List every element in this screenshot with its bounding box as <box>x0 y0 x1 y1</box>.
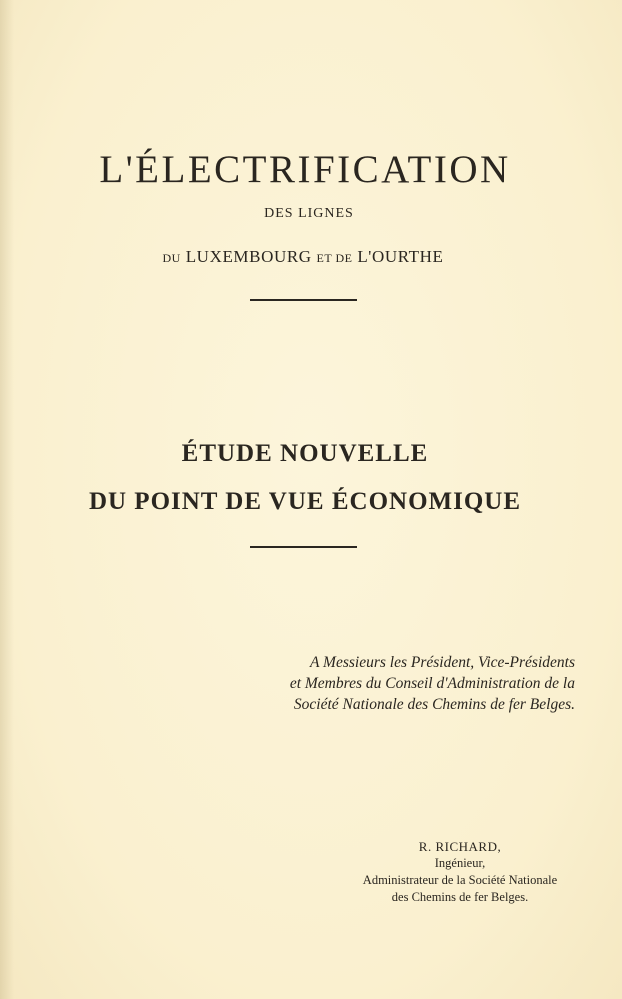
subtitle-prefix: DU <box>162 251 181 265</box>
heading-line-1: ÉTUDE NOUVELLE <box>181 440 429 467</box>
heading-line-2: DU POINT DE VUE ÉCONOMIQUE <box>88 488 522 515</box>
divider-rule-bottom <box>250 546 357 548</box>
author-block <box>320 838 600 906</box>
divider-rule-top <box>250 299 357 301</box>
subtitle-line-2 <box>0 247 614 267</box>
dedication <box>240 652 575 715</box>
author-position-line-1: Administrateur de la Société Nationale <box>362 873 558 887</box>
author-position-line-2: des Chemins de fer Belges. <box>391 890 529 904</box>
subtitle-luxembourg: LUXEMBOURG <box>185 247 312 266</box>
dedication-line: et Membres du Conseil d'Administration de la <box>289 675 575 692</box>
dedication-line: Société Nationale des Chemins de fer Belges. <box>293 696 575 713</box>
author-role: Ingénieur, <box>434 856 486 870</box>
author-name: R. RICHARD, <box>418 839 502 854</box>
subtitle-ourthe: L'OURTHE <box>357 247 444 266</box>
document-title: L'ÉLECTRIFICATION <box>99 148 511 191</box>
dedication-line: A Messieurs les Président, Vice-Présidents <box>309 654 575 671</box>
subtitle-line-1: DES LIGNES <box>264 206 354 221</box>
subtitle-mid: ET DE <box>316 251 353 265</box>
